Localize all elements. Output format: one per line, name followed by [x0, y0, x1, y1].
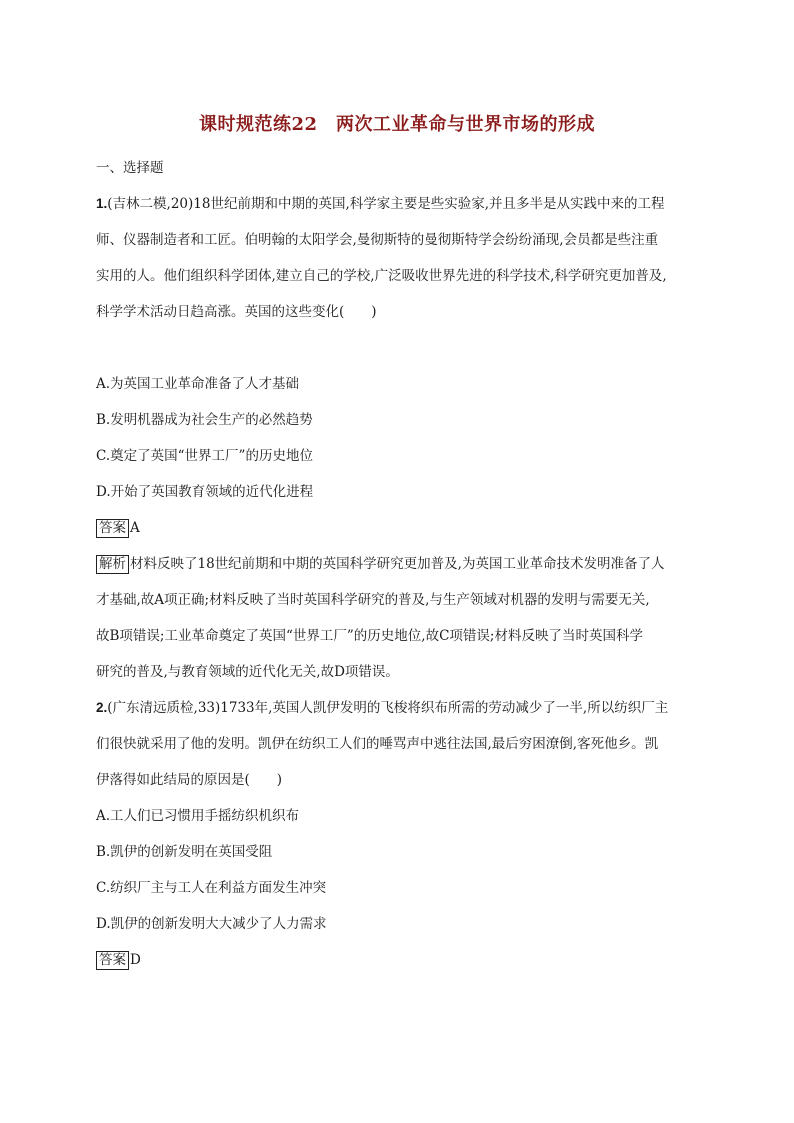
- option-a: A.工人们已习惯用手摇纺织机织布: [96, 808, 300, 824]
- explanation-line: 才基础,故A项正确;材料反映了当时英国科学研究的普及,与生产领域对机器的发明与需要无关,: [96, 592, 650, 608]
- option-b: B.凯伊的创新发明在英国受阻: [96, 844, 273, 860]
- question-line: 师、仪器制造者和工匠。伯明翰的太阳学会,曼彻斯特的曼彻斯特学会纷纷涌现,会员都是些注重: [96, 232, 659, 248]
- question-line: [96, 690, 702, 726]
- option-b: B.发明机器成为社会生产的必然趋势: [96, 412, 313, 428]
- document-content: [96, 150, 702, 978]
- option-a: A.为英国工业革命准备了人才基础: [96, 376, 300, 392]
- question-2: [96, 690, 702, 978]
- section-heading: 一、选择题: [96, 160, 164, 176]
- question-1: [96, 186, 702, 690]
- option-d: D.开始了英国教育领域的近代化进程: [96, 484, 314, 500]
- option-d: D.凯伊的创新发明大大减少了人力需求: [96, 916, 327, 932]
- question-line: 伊落得如此结局的原因是( ): [96, 772, 283, 788]
- answer-line: [96, 942, 702, 978]
- option-c: C.纺织厂主与工人在利益方面发生冲突: [96, 880, 327, 896]
- question-line: 们很快就采用了他的发明。凯伊在纺织工人们的唾骂声中逃往法国,最后穷困潦倒,客死他乡。凯: [96, 736, 659, 752]
- question-number: 2.: [96, 700, 108, 715]
- explanation-text: 材料反映了18世纪前期和中期的英国科学研究更加普及,为英国工业革命技术发明准备了人: [130, 556, 665, 572]
- question-line: 科学学术活动日趋高涨。英国的这些变化( ): [96, 304, 377, 320]
- question-line: 实用的人。他们组织科学团体,建立自己的学校,广泛吸收世界先进的科学技术,科学研究更加普及,: [96, 268, 667, 284]
- answer-tag: 答案: [96, 519, 129, 538]
- question-line: [96, 186, 702, 222]
- explanation-line: 研究的普及,与教育领域的近代化无关,故D项错误。: [96, 664, 399, 680]
- spacer: [96, 330, 702, 366]
- explanation-line: 故B项错误;工业革命奠定了英国“世界工厂”的历史地位,故C项错误;材料反映了当时英国科学: [96, 628, 643, 644]
- explanation-tag: 解析: [96, 555, 129, 574]
- question-text: (广东清远质检,33)1733年,英国人凯伊发明的飞梭将织布所需的劳动减少了一半,所以纺织厂主: [107, 700, 669, 716]
- answer-value: A: [130, 520, 140, 536]
- question-text: (吉林二模,20)18世纪前期和中期的英国,科学家主要是些实验家,并且多半是从实践中来的工程: [107, 196, 665, 212]
- question-number: 1.: [96, 196, 108, 211]
- page-title: 课时规范练22 两次工业革命与世界市场的形成: [198, 114, 596, 135]
- option-c: C.奠定了英国“世界工厂”的历史地位: [96, 448, 313, 464]
- answer-line: [96, 510, 702, 546]
- answer-value: D: [130, 952, 141, 968]
- explanation-line: [96, 546, 702, 582]
- answer-tag: 答案: [96, 951, 129, 970]
